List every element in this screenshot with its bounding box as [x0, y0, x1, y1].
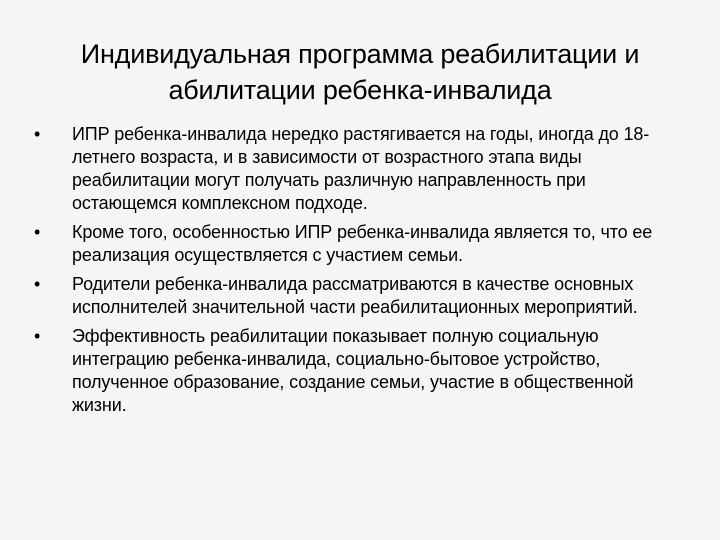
- bullet-list: [30, 123, 690, 423]
- bullet-icon: •: [34, 124, 41, 144]
- bullet-text: ИПР ребенка-инвалида нередко растягивается на годы, иногда до 18-летнего возраста, и в зависимости от возрастного этапа виды реабилитации могут получать различную направленность при остающемся комплексном подходе.: [72, 124, 650, 213]
- bullet-icon: •: [34, 326, 41, 346]
- bullet-item: [30, 273, 690, 319]
- bullet-item: [30, 221, 690, 267]
- bullet-item: [30, 123, 690, 215]
- bullet-icon: •: [34, 274, 41, 294]
- bullet-text: Родители ребенка-инвалида рассматриваются в качестве основных исполнителей значительной части реабилитационных мероприятий.: [72, 274, 638, 317]
- bullet-text: Кроме того, особенностью ИПР ребенка-инвалида является то, что ее реализация осуществляется с участием семьи.: [72, 222, 653, 265]
- bullet-icon: •: [34, 222, 41, 242]
- bullet-text: Эффективность реабилитации показывает полную социальную интеграцию ребенка-инвалида, социально-бытовое устройство, полученное образование, создание семьи, участие в общественной жизни.: [72, 326, 634, 415]
- slide-title: Индивидуальная программа реабилитации и абилитации ребенка-инвалида: [80, 39, 640, 105]
- bullet-item: [30, 325, 690, 417]
